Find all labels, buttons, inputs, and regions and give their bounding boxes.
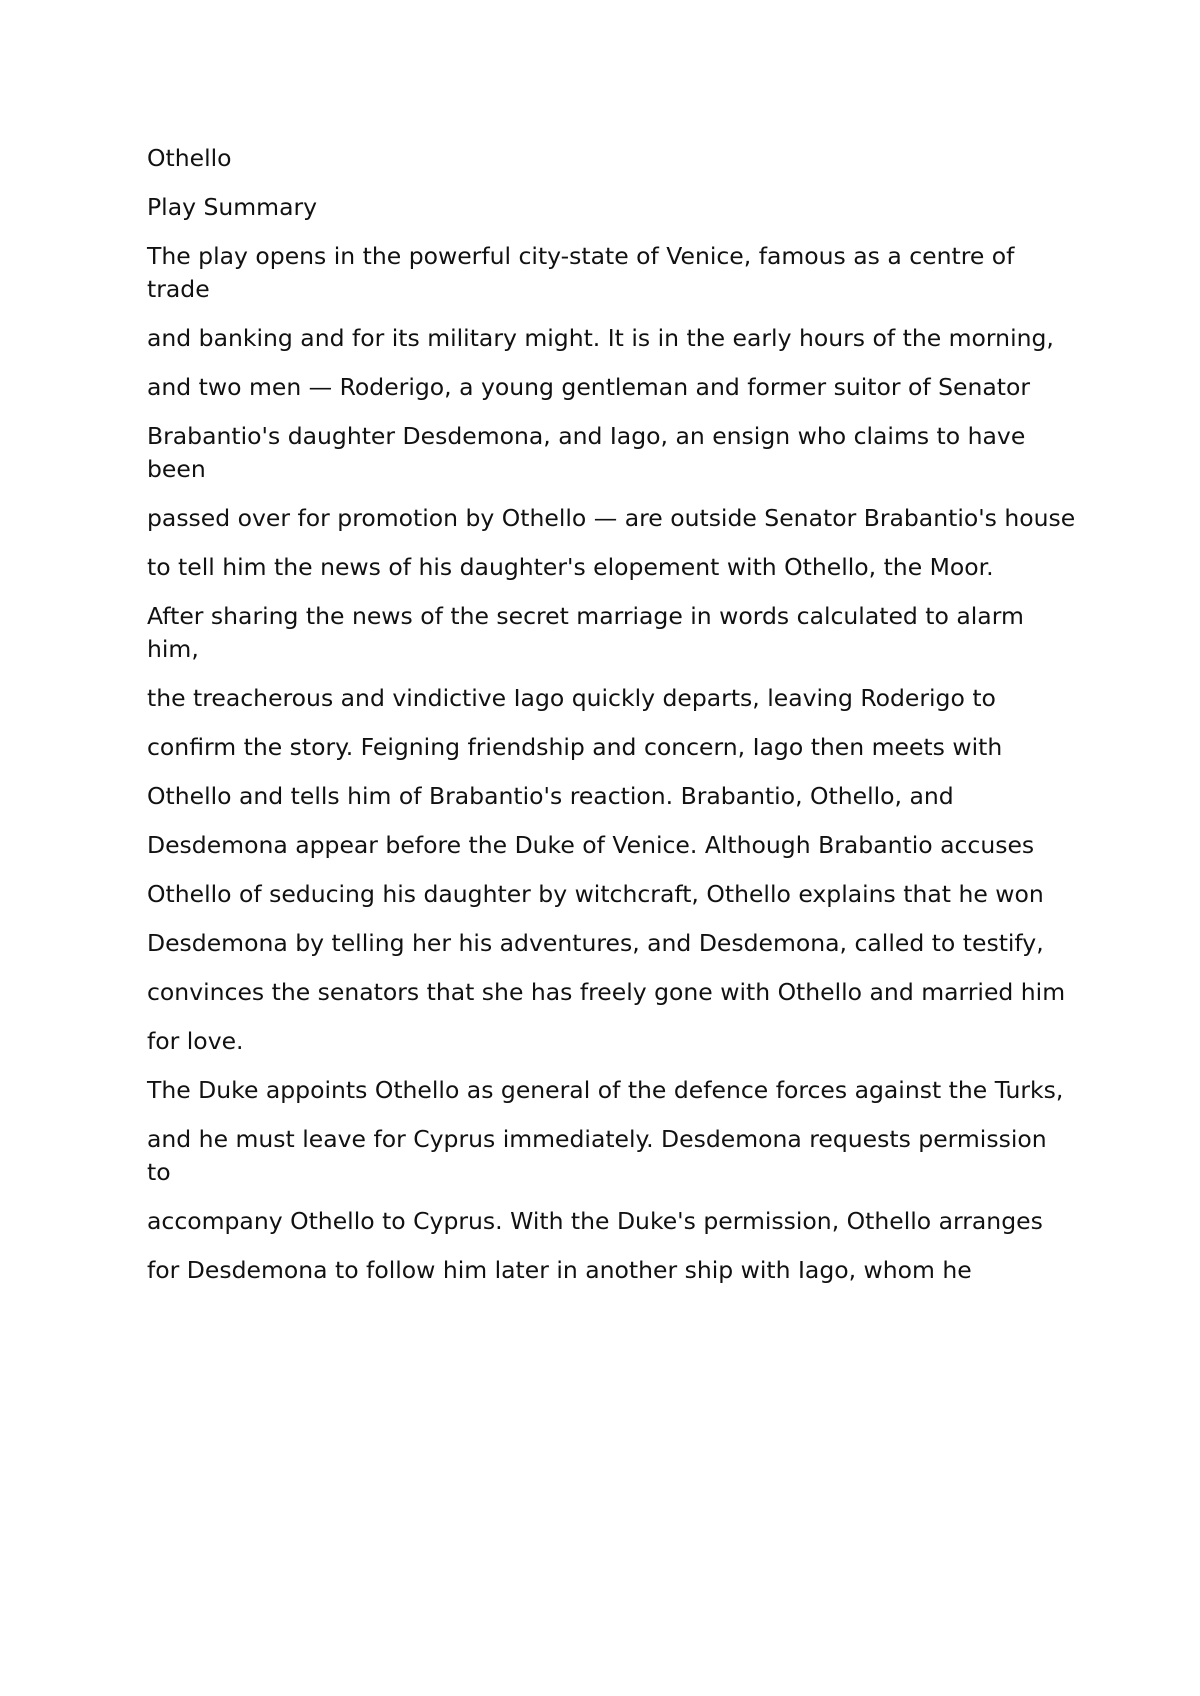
paragraph-8: the treacherous and vindictive Iago quickly departs, leaving Roderigo to	[147, 684, 996, 712]
document-title: Othello	[147, 144, 232, 172]
paragraph-14: convinces the senators that she has freely gone with Othello and married him	[147, 978, 1066, 1006]
paragraph-12: Othello of seducing his daughter by witchcraft, Othello explains that he won	[147, 880, 1044, 908]
paragraph-1: The play opens in the powerful city-state of Venice, famous as a centre of trade	[147, 242, 1015, 303]
paragraph-3: and two men — Roderigo, a young gentleman and former suitor of Senator	[147, 373, 1031, 401]
paragraph-4: Brabantio's daughter Desdemona, and Iago, an ensign who claims to have been	[147, 422, 1026, 483]
document-subtitle: Play Summary	[147, 193, 318, 221]
paragraph-9: confirm the story. Feigning friendship and concern, Iago then meets with	[147, 733, 1003, 761]
paragraph-7: After sharing the news of the secret marriage in words calculated to alarm him,	[147, 602, 1024, 663]
paragraph-5: passed over for promotion by Othello — are outside Senator Brabantio's house	[147, 504, 1076, 532]
paragraph-18: accompany Othello to Cyprus. With the Duke's permission, Othello arranges	[147, 1207, 1043, 1235]
paragraph-10: Othello and tells him of Brabantio's reaction. Brabantio, Othello, and	[147, 782, 954, 810]
document-page	[147, 142, 1077, 1303]
paragraph-6: to tell him the news of his daughter's elopement with Othello, the Moor.	[147, 553, 994, 581]
paragraph-17: and he must leave for Cyprus immediately. Desdemona requests permission to	[147, 1125, 1047, 1186]
paragraph-13: Desdemona by telling her his adventures, and Desdemona, called to testify,	[147, 929, 1044, 957]
paragraph-15: for love.	[147, 1027, 244, 1055]
paragraph-16: The Duke appoints Othello as general of the defence forces against the Turks,	[147, 1076, 1064, 1104]
paragraph-11: Desdemona appear before the Duke of Venice. Although Brabantio accuses	[147, 831, 1035, 859]
paragraph-2: and banking and for its military might. It is in the early hours of the morning,	[147, 324, 1054, 352]
paragraph-19: for Desdemona to follow him later in another ship with Iago, whom he	[147, 1256, 972, 1284]
